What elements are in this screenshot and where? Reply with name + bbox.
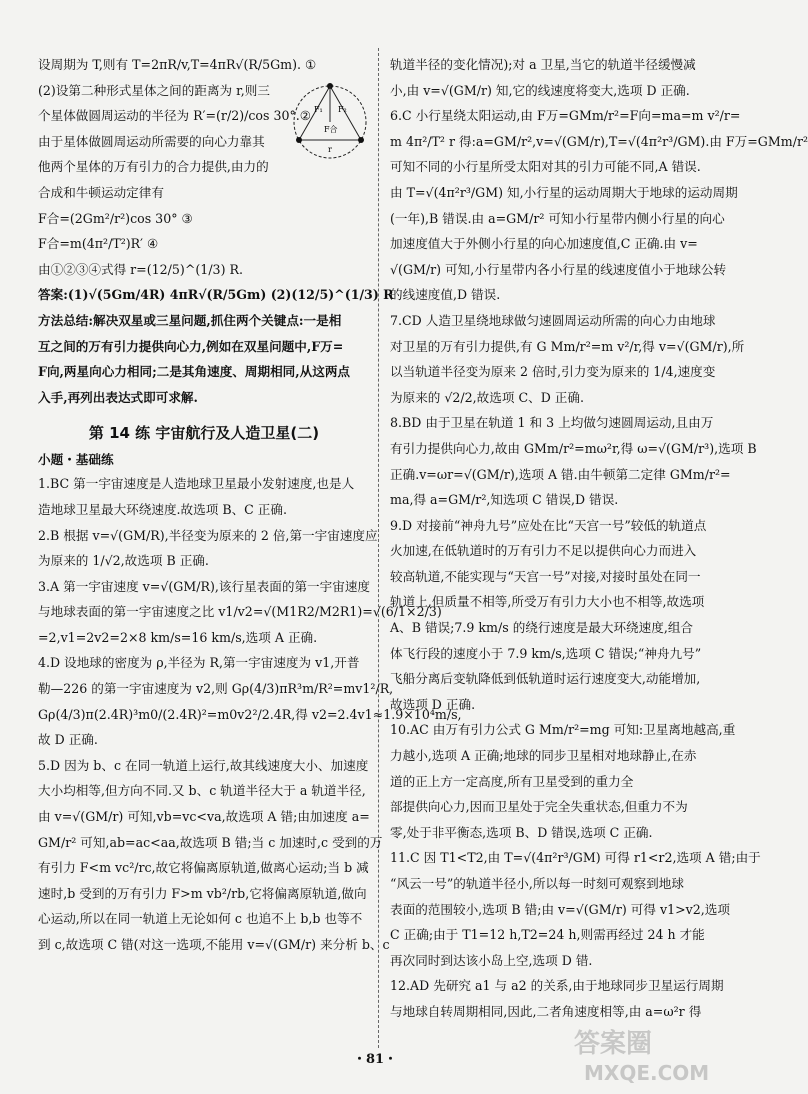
- answer-line: 2.B 根据 v=√(GM/R),半径变为原来的 2 倍,第一宇宙速度应: [38, 527, 378, 543]
- answer-line: Gρ(4/3)π(2.4R)³m0/(2.4R)²=m0v2²/2.4R,得 v2=2.4v1≈1.9×10⁴m/s,: [38, 706, 462, 722]
- watermark-logo: [564, 1018, 734, 1088]
- answer-line: 小,由 v=√(GM/r) 知,它的线速度将变大,选项 D 正确.: [390, 82, 690, 98]
- fig-label-fnet: F合: [324, 125, 338, 134]
- answer-line: 以当轨道半径变为原来 2 倍时,引力变为原来的 1/4,速度变: [390, 364, 716, 380]
- answer-line: =2,v1=2v2=2×8 km/s=16 km/s,选项 A 正确.: [38, 629, 318, 645]
- right-column: [390, 52, 808, 1025]
- answer-line: 由 v=√(GM/r) 可知,vb=vc<va,故选项 A 错;由加速度 a=: [38, 809, 370, 825]
- answer-line: 火加速,在低轨道时的万有引力不足以提供向心力而进入: [390, 543, 697, 559]
- answer-line: 可知不同的小行星所受太阳对其的引力可能不同,A 错误.: [390, 159, 701, 175]
- answer-line: 8.BD 由于卫星在轨道 1 和 3 上均做匀速圆周运动,且由万: [390, 415, 714, 431]
- subsection-label: 小题・基础练: [38, 452, 114, 468]
- answer-line: 造地球卫星最大环绕速度.故选项 B、C 正确.: [38, 501, 287, 517]
- column-divider: [378, 48, 379, 1048]
- answer-line: 道的正上方一定高度,所有卫星受到的重力全: [390, 773, 634, 789]
- text-line: (2)设第二种形式星体之间的距离为 r,则三: [38, 82, 270, 98]
- answer-line: 10.AC 由万有引力公式 G Mm/r²=mg 可知:卫星离地越高,重: [390, 722, 736, 738]
- three-star-force-diagram: [290, 82, 370, 162]
- answer-line: 5.D 因为 b、c 在同一轨道上运行,故其线速度大小、加速度: [38, 757, 369, 773]
- answer-line: 轨道半径的变化情况);对 a 卫星,当它的轨道半径缓慢减: [390, 57, 696, 72]
- answer-line: 6.C 小行星绕太阳运动,由 F万=GMm/r²=F向=ma=m v²/r=: [390, 108, 741, 124]
- answer-line: 表面的范围较小,选项 B 错;由 v=√(GM/r) 可得 v1>v2,选项: [390, 901, 730, 917]
- answer-line: ma,得 a=GM/r²,知选项 C 错误,D 错误.: [390, 492, 619, 508]
- answer-line: 为原来的 1/√2,故选项 B 正确.: [38, 553, 209, 569]
- answer-line: 3.A 第一宇宙速度 v=√(GM/R),该行星表面的第一宇宙速度: [38, 578, 371, 594]
- answer-line: 速时,b 受到的万有引力 F>m vb²/rb,它将偏离原轨道,做向: [38, 885, 367, 901]
- text-line: 个星体做圆周运动的半径为 R′=(r/2)/cos 30°.②: [38, 108, 312, 124]
- answer-line: 1.BC 第一宇宙速度是人造地球卫星最小发射速度,也是人: [38, 476, 355, 492]
- answer-line: “风云一号”的轨道半径小,所以每一时刻可观察到地球: [390, 876, 684, 891]
- answer-line: 体飞行段的速度小于 7.9 km/s,选项 C 错误;“神舟九号”: [390, 645, 702, 661]
- answer-line: 4.D 设地球的密度为 ρ,半径为 R,第一宇宙速度为 v1,开普: [38, 655, 360, 671]
- text-line: 由于星体做圆周运动所需要的向心力靠其: [38, 133, 265, 149]
- answer-line: 轨道上,但质量不相等,所受万有引力大小也不相等,故选项: [390, 594, 705, 610]
- answer-line: 正确.v=ωr=√(GM/r),选项 A 错.由牛顿第二定律 GMm/r²=: [390, 466, 731, 482]
- text-line: 设周期为 T,则有 T=2πR/v,T=4πR√(R/5Gm). ①: [38, 57, 317, 72]
- text-line: F合=(2Gm²/r²)cos 30° ③: [38, 210, 193, 226]
- answer-line: 大小均相等,但方向不同.又 b、c 轨道半径大于 a 轨道半径,: [38, 783, 366, 799]
- answer-line: (一年),B 错误.由 a=GM/r² 可知小行星带内侧小行星的向心: [390, 210, 725, 226]
- answer-line: GM/r² 可知,ab=ac<aa,故选项 B 错;当 c 加速时,c 受到的万: [38, 834, 383, 850]
- answer-line: 故 D 正确.: [38, 732, 98, 748]
- answer-line: 答案:(1)√(5Gm/4R) 4πR√(R/5Gm) (2)(12/5)^(1/3) R: [38, 287, 394, 303]
- fig-label-f2: F₂: [338, 105, 347, 114]
- answer-line: 再次同时到达该小岛上空,选项 D 错.: [390, 952, 593, 968]
- answer-line: 与地球表面的第一宇宙速度之比 v1/v2=√(M1R2/M2R1)=√(6/1×2/3): [38, 604, 442, 620]
- answer-line: 的线速度值,D 错误.: [390, 287, 501, 303]
- page-number: ・81・: [352, 1052, 398, 1067]
- fig-label-r: r: [328, 145, 332, 154]
- answer-line: 对卫星的万有引力提供,有 G Mm/r²=m v²/r,得 v=√(GM/r),所: [390, 338, 745, 354]
- method-summary-line: 互之间的万有引力提供向心力,例如在双星问题中,F万=: [38, 338, 344, 354]
- method-summary-line: 方法总结:解决双星或三星问题,抓住两个关键点:一是相: [38, 312, 342, 328]
- answer-line: 9.D 对接前“神舟九号”应处在比“天宫一号”较低的轨道点: [390, 517, 707, 533]
- text-line: 由①②③④式得 r=(12/5)^(1/3) R.: [38, 261, 243, 277]
- answer-line: 12.AD 先研究 a1 与 a2 的关系,由于地球同步卫星运行周期: [390, 978, 724, 994]
- answer-line: 较高轨道,不能实现与“天宫一号”对接,对接时虽处在同一: [390, 568, 701, 584]
- method-summary-line: 入手,再列出表达式即可求解.: [38, 389, 198, 405]
- answer-line: 到 c,故选项 C 错(对这一选项,不能用 v=√(GM/r) 来分析 b、c: [38, 937, 390, 952]
- answer-line: 与地球自转周期相同,因此,二者角速度相等,由 a=ω²r 得: [390, 1003, 702, 1019]
- answer-line: 故选项 D 正确.: [390, 696, 476, 712]
- answer-line: 力越小,选项 A 正确;地球的同步卫星相对地球静止,在赤: [390, 748, 697, 764]
- answer-line: 有引力提供向心力,故由 GMm/r²=mω²r,得 ω=√(GM/r³),选项 B: [390, 440, 757, 456]
- text-line: 他两个星体的万有引力的合力提供,由力的: [38, 159, 269, 175]
- answer-line: 11.C 因 T1<T2,由 T=√(4π²r³/GM) 可得 r1<r2,选项 A 错;由于: [390, 850, 761, 866]
- answer-line: 7.CD 人造卫星绕地球做匀速圆周运动所需的向心力由地球: [390, 312, 716, 328]
- answer-line: 部提供向心力,因而卫星处于完全失重状态,但重力不为: [390, 799, 688, 815]
- answer-line: 为原来的 √2/2,故选项 C、D 正确.: [390, 389, 584, 405]
- answer-line: 心运动,所以在同一轨道上无论如何 c 也追不上 b,b 也等不: [38, 911, 363, 927]
- answer-line: 由 T=√(4π²r³/GM) 知,小行星的运动周期大于地球的运动周期: [390, 184, 738, 200]
- answer-line: √(GM/r) 可知,小行星带内各小行星的线速度值小于地球公转: [390, 261, 727, 277]
- svg-text:答案圈: 答案圈: [574, 1029, 653, 1059]
- answer-line: A、B 错误;7.9 km/s 的绕行速度是最大环绕速度,组合: [390, 620, 694, 636]
- svg-text:MXQE.COM: MXQE.COM: [584, 1061, 710, 1085]
- method-summary-line: F向,两星向心力相同;二是其角速度、周期相同,从这两点: [38, 364, 351, 380]
- text-line: F合=m(4π²/T²)R′ ④: [38, 236, 159, 252]
- answer-line: 加速度值大于外侧小行星的向心加速度值,C 正确.由 v=: [390, 236, 698, 252]
- answer-line: 飞船分离后变轨降低到低轨道时运行速度变大,动能增加,: [390, 671, 701, 687]
- answer-line: 有引力 F<m vc²/rc,故它将偏离原轨道,做离心运动;当 b 减: [38, 860, 369, 876]
- answer-line: 勒—226 的第一宇宙速度为 v2,则 Gρ(4/3)πR³m/R²=mv1²/R,: [38, 681, 394, 697]
- answer-line: m 4π²/T² r 得:a=GM/r²,v=√(GM/r),T=√(4π²r³/GM).由 F万=GMm/r²: [390, 133, 808, 149]
- fig-label-f1: F₁: [314, 105, 323, 114]
- text-line: 合成和牛顿运动定律有: [38, 184, 164, 200]
- answer-line: 零,处于非平衡态,选项 B、D 错误,选项 C 正确.: [390, 824, 653, 840]
- answer-line: C 正确;由于 T1=12 h,T2=24 h,则需再经过 24 h 才能: [390, 927, 705, 943]
- section-title: 第 14 练 宇宙航行及人造卫星(二): [88, 424, 320, 443]
